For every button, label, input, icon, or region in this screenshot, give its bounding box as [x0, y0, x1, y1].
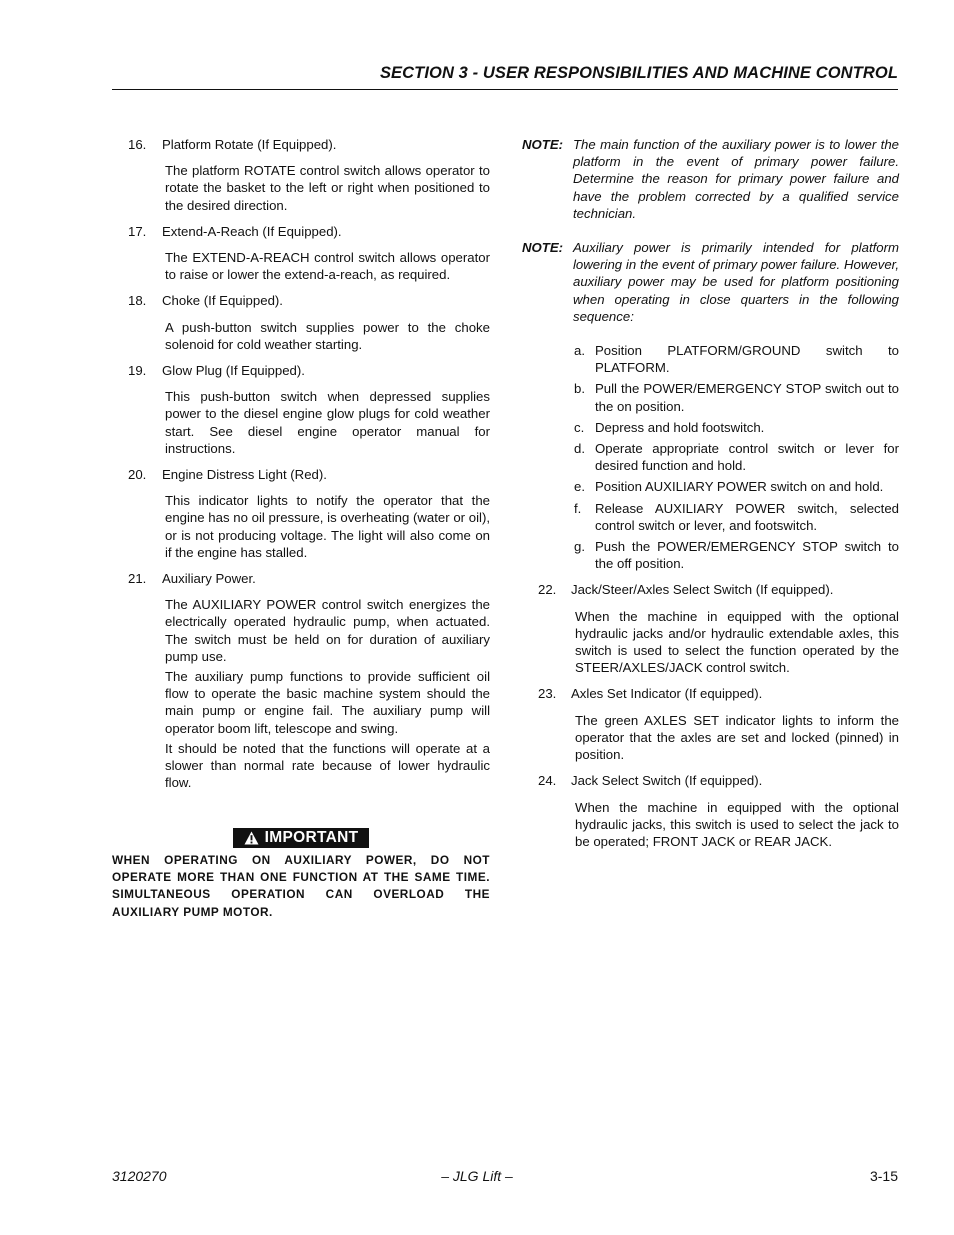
item-title: Axles Set Indicator (If equipped). — [571, 686, 763, 702]
item-16-body: The platform ROTATE control switch allows operator to rotate the basket to the left or right when positioned to the desired direction. — [165, 163, 490, 213]
header-divider — [112, 89, 898, 90]
item-24-heading — [538, 772, 899, 789]
step-letter: d. — [574, 441, 585, 457]
step-text: Release AUXILIARY POWER switch, selected control switch or lever, and footswitch. — [595, 500, 899, 533]
step-text: Position PLATFORM/GROUND switch to PLATFORM. — [595, 343, 899, 376]
step-letter: c. — [574, 419, 585, 435]
step-text: Push the POWER/EMERGENCY STOP switch to the off position. — [595, 539, 899, 572]
step-letter: g. — [574, 539, 585, 555]
item-title: Platform Rotate (If Equipped). — [162, 137, 337, 152]
important-text: WHEN OPERATING ON AUXILIARY POWER, DO NOT OPERATE MORE THAN ONE FUNCTION AT THE SAME TIME. SIMULTANEOUS OPERATION CAN OVERLOAD THE AUXILIARY PUMP MOTOR. — [112, 853, 490, 919]
sequence-step-b — [574, 380, 899, 414]
note-text: Auxiliary power is primarily intended for platform lowering in the event of primary power failure. However, auxiliary power may be used for platform positioning when operating in close quarters in the following sequence: — [573, 240, 899, 324]
item-title: Jack/Steer/Axles Select Switch (If equipped). — [571, 582, 834, 598]
note-1 — [522, 136, 899, 222]
sequence-step-f — [574, 500, 899, 534]
step-letter: a. — [574, 343, 585, 359]
item-20-heading — [128, 466, 490, 483]
item-title: Jack Select Switch (If equipped). — [571, 773, 763, 789]
item-number: 23. — [538, 686, 557, 702]
important-badge — [233, 828, 369, 848]
note-text: The main function of the auxiliary power is to lower the platform in the event of primary power failure. Determine the reason for primary power failure and have the problem corrected by a qualified service technician. — [573, 137, 899, 221]
item-number: 21. — [128, 571, 147, 587]
item-title: Choke (If Equipped). — [162, 293, 283, 309]
step-letter: b. — [574, 381, 585, 397]
item-number: 17. — [128, 223, 147, 239]
item-title: Extend-A-Reach (If Equipped). — [162, 223, 342, 239]
item-17-heading — [128, 223, 490, 240]
item-23-heading — [538, 685, 899, 702]
item-number: 18. — [128, 293, 147, 309]
item-number: 20. — [128, 467, 147, 483]
item-title: Engine Distress Light (Red). — [162, 467, 327, 483]
page-number: 3-15 — [869, 1168, 898, 1184]
item-16-heading — [128, 136, 490, 153]
item-24-body: When the machine in equipped with the optional hydraulic jacks, this switch is used to select the jack to be operated; FRONT JACK or REAR JACK. — [575, 799, 899, 849]
item-number: 19. — [128, 363, 147, 379]
item-18-heading — [128, 292, 490, 309]
important-label: IMPORTANT — [264, 829, 359, 846]
item-title: Auxiliary Power. — [162, 571, 256, 587]
item-22-heading — [538, 581, 899, 598]
step-letter: e. — [574, 479, 585, 495]
sequence-step-g — [574, 538, 899, 572]
sequence-step-e — [574, 478, 899, 495]
item-20-body: This indicator lights to notify the operator that the engine has no oil pressure, is overheating (water or oil), or is not producing voltage. The light will also come on if the engine has stalled. — [165, 493, 490, 560]
important-callout — [112, 828, 490, 921]
item-21-heading — [128, 570, 490, 587]
step-text: Position AUXILIARY POWER switch on and hold. — [595, 479, 884, 495]
step-letter: f. — [574, 500, 582, 516]
section-title: SECTION 3 - USER RESPONSIBILITIES AND MACHINE CONTROL — [379, 64, 898, 82]
publisher-name: – JLG Lift – — [441, 1168, 513, 1184]
item-21-body-1: The AUXILIARY POWER control switch energizes the electrically operated hydraulic pump, when actuated. The switch must be held on for duration of auxiliary pump use. — [165, 597, 490, 664]
item-number: 24. — [538, 773, 557, 789]
item-number: 16. — [128, 137, 147, 152]
item-21-body-3: It should be noted that the functions will operate at a slower than normal rate because of lower hydraulic flow. — [165, 740, 490, 791]
auxiliary-sequence-list — [574, 342, 899, 572]
item-19-body: This push-button switch when depressed supplies power to the diesel engine glow plugs for cold weather start. See diesel engine operator manual for instructions. — [165, 389, 490, 456]
item-title: Glow Plug (If Equipped). — [162, 363, 305, 379]
item-21-body-2: The auxiliary pump functions to provide sufficient oil flow to operate the basic machine system should the main pump or engine fail. The auxiliary pump will operator boom lift, telescope and swing. — [165, 669, 490, 736]
item-22-body: When the machine in equipped with the optional hydraulic jacks and/or hydraulic extendable axles, this switch is used to select the function operated by the STEER/AXLES/JACK control switch. — [575, 608, 899, 676]
note-2 — [522, 239, 899, 325]
item-23-body: The green AXLES SET indicator lights to inform the operator that the axles are set and locked (pinned) in position. — [575, 712, 899, 763]
sequence-step-c — [574, 419, 899, 436]
item-17-body: The EXTEND-A-REACH control switch allows operator to raise or lower the extend-a-reach, as required. — [165, 250, 490, 283]
note-label: NOTE: — [522, 137, 564, 152]
step-text: Depress and hold footswitch. — [595, 419, 765, 435]
item-18-body: A push-button switch supplies power to the choke solenoid for cold weather starting. — [165, 319, 490, 352]
warning-triangle-icon — [244, 831, 259, 845]
left-column — [128, 136, 490, 795]
step-text: Pull the POWER/EMERGENCY STOP switch out to the on position. — [595, 381, 899, 414]
sequence-step-d — [574, 440, 899, 474]
sequence-step-a — [574, 342, 899, 376]
right-column — [522, 136, 899, 859]
item-number: 22. — [538, 582, 557, 598]
step-text: Operate appropriate control switch or lever for desired function and hold. — [595, 441, 899, 474]
note-label: NOTE: — [522, 240, 564, 256]
item-19-heading — [128, 362, 490, 379]
document-number: 3120270 — [112, 1168, 167, 1184]
